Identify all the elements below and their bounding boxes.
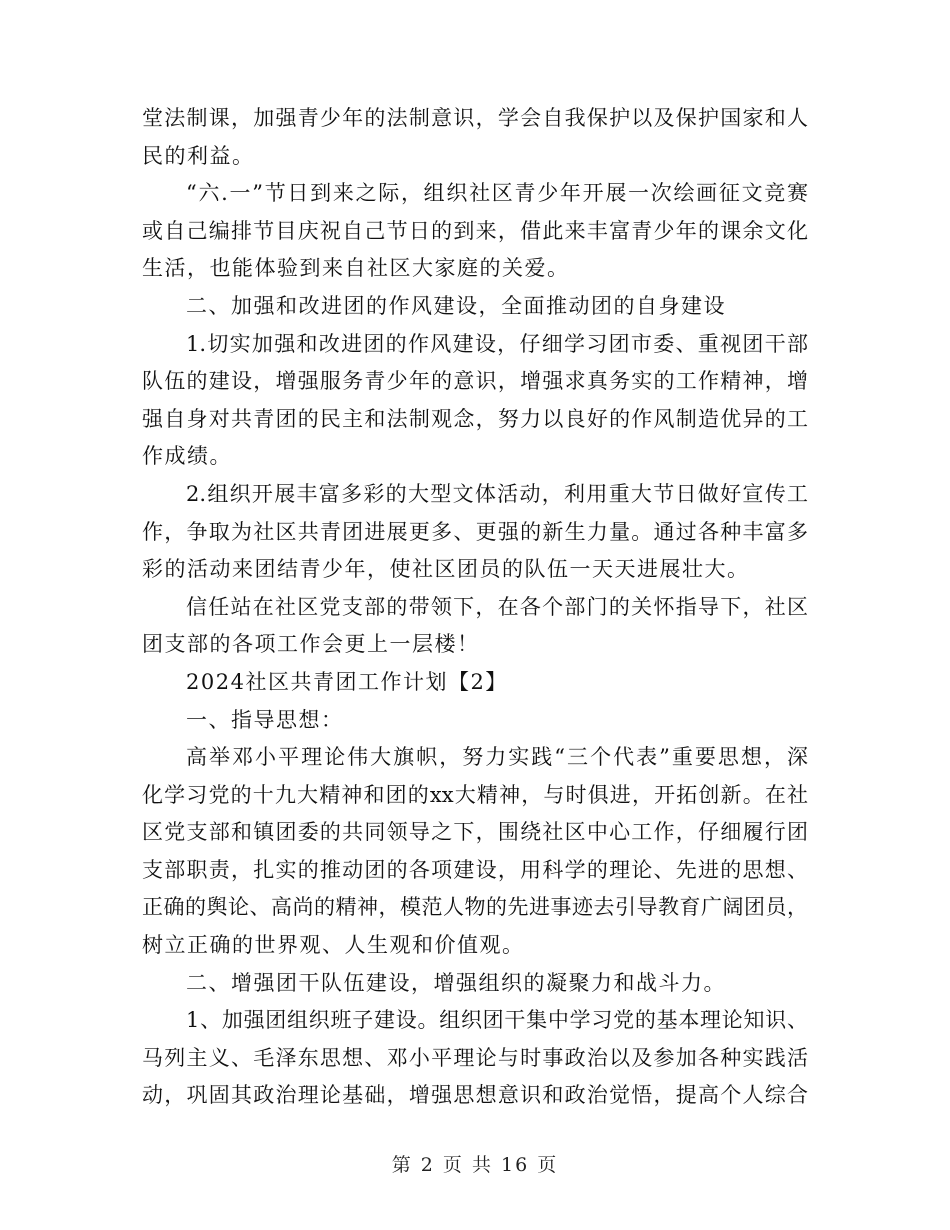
body-line: 作成绩。	[142, 444, 232, 469]
body-line: 树立正确的世界观、人生观和价值观。	[142, 933, 525, 958]
body-line: 作，争取为社区共青团进展更多、更强的新生力量。通过各种丰富多	[142, 519, 808, 544]
body-line: 正确的舆论、高尚的精神，模范人物的先进事迹去引导教育广阔团员，	[142, 895, 808, 920]
body-line: 或自己编排节目庆祝自己节日的到来，借此来丰富青少年的课余文化	[142, 218, 808, 243]
page-number-footer: 第 2 页 共 16 页	[391, 1154, 559, 1176]
body-line: 彩的活动来团结青少年，使社区团员的队伍一天天进展壮大。	[142, 557, 750, 582]
body-line: 团支部的各项工作会更上一层楼！	[142, 632, 480, 657]
body-line: 动，巩固其政治理论基础，增强思想意识和政治觉悟，提高个人综合	[142, 1083, 808, 1108]
body-line: 高举邓小平理论伟大旗帜，努力实践“三个代表”重要思想，深	[186, 745, 808, 770]
document-body	[142, 100, 808, 1115]
body-line: 信任站在社区党支部的带领下，在各个部门的关怀指导下，社区	[186, 594, 808, 619]
body-line: 化学习党的十九大精神和团的xx大精神，与时俱进，开拓创新。在社	[142, 782, 808, 807]
body-line: 堂法制课，加强青少年的法制意识，学会自我保护以及保护国家和人	[142, 106, 808, 130]
document-subtitle: 2024社区共青团工作计划【2】	[186, 669, 508, 694]
body-line: 民的利益。	[142, 143, 255, 168]
body-line: 1、加强团组织班子建设。组织团干集中学习党的基本理论知识、	[186, 1008, 808, 1033]
section-heading: 一、指导思想：	[186, 707, 344, 732]
body-line: 2.组织开展丰富多彩的大型文体活动，利用重大节日做好宣传工	[186, 481, 808, 506]
body-line: 支部职责，扎实的推动团的各项建设，用科学的理论、先进的思想、	[142, 857, 808, 882]
body-line: 区党支部和镇团委的共同领导之下，围绕社区中心工作，仔细履行团	[142, 820, 808, 845]
body-line: 1.切实加强和改进团的作风建设，仔细学习团市委、重视团干部	[186, 331, 808, 356]
body-line: 强自身对共青团的民主和法制观念，努力以良好的作风制造优异的工	[142, 406, 808, 431]
section-heading: 二、加强和改进团的作风建设，全面推动团的自身建设	[186, 293, 726, 318]
body-line: “六.一”节日到来之际，组织社区青少年开展一次绘画征文竞赛	[186, 181, 808, 206]
body-line: 队伍的建设，增强服务青少年的意识，增强求真务实的工作精神，增	[142, 369, 808, 394]
section-heading: 二、增强团干队伍建设，增强组织的凝聚力和战斗力。	[186, 970, 726, 995]
body-line: 生活，也能体验到来自社区大家庭的关爱。	[142, 256, 570, 281]
body-line: 马列主义、毛泽东思想、邓小平理论与时事政治以及参加各种实践活	[142, 1045, 808, 1070]
